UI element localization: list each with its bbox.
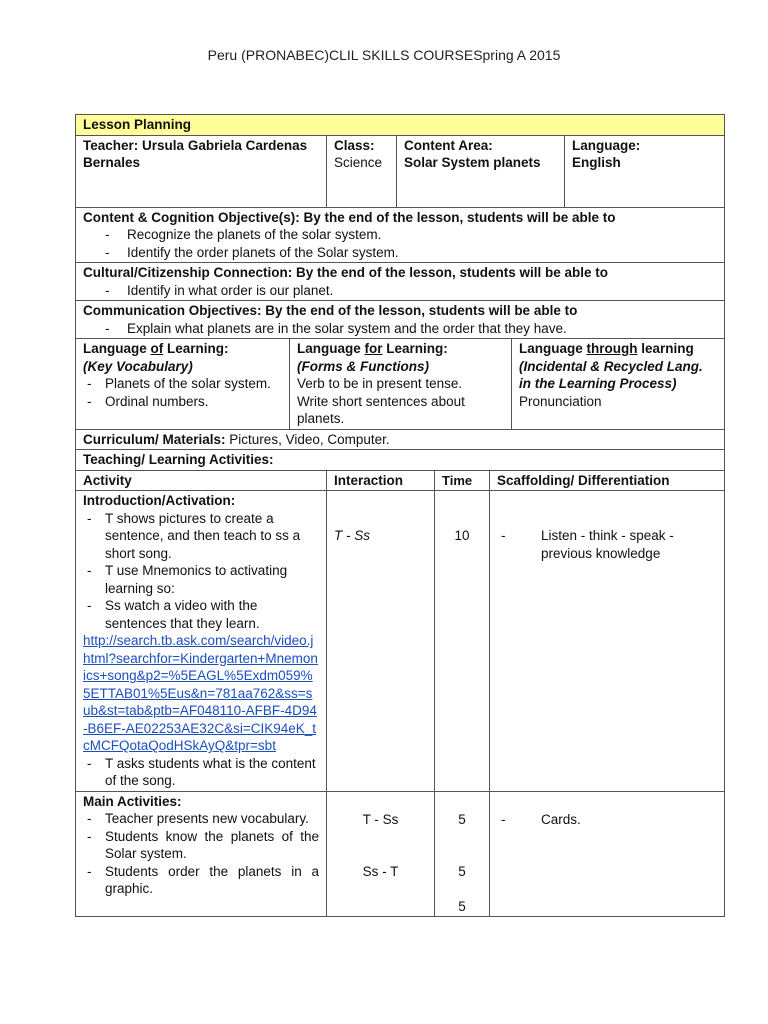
lang-for-pre: Language (297, 341, 365, 356)
lesson-plan-table (75, 114, 725, 917)
communication-title: Communication Objectives: By the end of the lesson, students will be able to (83, 303, 578, 318)
main-interaction-1: T - Ss (362, 811, 399, 827)
lang-of-list (83, 375, 282, 410)
intro-scaffolding-cell (489, 491, 724, 791)
class-value: Science (334, 155, 383, 170)
main-interaction-cell (326, 792, 434, 916)
language-for-cell (289, 339, 511, 429)
main-scaffolding-list (497, 811, 717, 829)
content-objectives-title: Content & Cognition Objective(s): By the end of the lesson, students will be able to (83, 209, 616, 225)
intro-scaffolding-list (497, 527, 717, 562)
list-item: - T use Mnemonics to activating learning so: (83, 562, 319, 597)
language-label: Language: (572, 137, 641, 153)
lang-through-sub: (Incidental & Recycled Lang. in the Learning Process) (519, 358, 703, 391)
lang-of-sub: (Key Vocabulary) (83, 358, 193, 374)
communication-row (75, 301, 725, 339)
cultural-list (83, 282, 717, 300)
lang-of-pre: Language (83, 341, 151, 356)
list-item: - Ss watch a video with the sentences that they learn. (83, 597, 319, 632)
lang-for-text1: Verb to be in present tense. (297, 376, 463, 391)
language-value: English (572, 155, 621, 170)
teaching-title: Teaching/ Learning Activities: (83, 452, 274, 467)
language-through-cell (511, 339, 724, 429)
communication-list (83, 320, 717, 338)
list-item: - Teacher presents new vocabulary. (83, 810, 319, 828)
main-time-2: 5 (458, 864, 466, 879)
video-link[interactable]: http://search.tb.ask.com/search/video.jhtml?searchfor=Kindergarten+Mnemonics+song&p2=%5EAGL%5Exdm059%5ETTAB01%5Eus&n=781aa762&ss=sub&st=tab&ptb=AF048110-AFBF-4D94-B6EF-AE02253AE32C&si=CIK94eK_tcMCFQotaQodHSkAyQ&tpr=sbt (83, 633, 318, 753)
language-of-cell (76, 339, 289, 429)
col-interaction: Interaction (326, 471, 434, 491)
main-time-cell (434, 792, 489, 916)
lang-through-under: through (586, 341, 638, 356)
intro-list-end (83, 755, 319, 790)
lang-through-pre: Language (519, 341, 587, 356)
list-item: - Identify in what order is our planet. (83, 282, 717, 300)
page-header: Peru (PRONABEC)CLIL SKILLS COURSESpring A 2015 (207, 47, 561, 63)
lang-for-under: for (364, 341, 383, 356)
main-activity-cell (76, 792, 326, 916)
class-label: Class: (334, 137, 375, 153)
content-objectives-list (83, 226, 717, 261)
lang-of-post: Learning: (163, 341, 229, 356)
teacher-cell (76, 136, 326, 207)
list-item: - Students know the planets of the Solar system. (83, 828, 319, 863)
main-time-3: 5 (458, 898, 466, 914)
lesson-planning-title: Lesson Planning (83, 117, 192, 132)
lang-of-under: of (150, 341, 164, 356)
intro-title: Introduction/Activation: (83, 493, 236, 508)
main-title: Main Activities: (83, 793, 182, 809)
list-item: - Cards. (497, 811, 717, 829)
language-learning-row (75, 339, 725, 430)
content-area-label: Content Area: (404, 137, 493, 153)
activities-header-row (75, 471, 725, 492)
col-scaffolding: Scaffolding/ Differentiation (489, 471, 724, 491)
class-cell (326, 136, 396, 207)
intro-time: 10 (434, 491, 489, 791)
cultural-title: Cultural/Citizenship Connection: By the end of the lesson, students will be able to (83, 265, 609, 280)
language-cell (564, 136, 724, 207)
content-area-cell (396, 136, 564, 207)
main-interaction-2: Ss - T (362, 864, 399, 879)
list-item: - Identify the order planets of the Solar system. (83, 244, 717, 262)
content-objectives-row (75, 208, 725, 264)
list-item: - Ordinal numbers. (83, 393, 282, 411)
cultural-row (75, 263, 725, 301)
main-time-1: 5 (458, 811, 466, 827)
intro-interaction: T - Ss (326, 491, 434, 791)
teacher-label: Teacher: (83, 137, 139, 153)
lang-through-post: learning (637, 341, 694, 356)
list-item: - Planets of the solar system. (83, 375, 282, 393)
intro-list (83, 510, 319, 633)
col-activity: Activity (83, 472, 132, 488)
intro-activity-cell (76, 491, 326, 791)
main-list (83, 810, 319, 898)
teaching-title-row (75, 450, 725, 471)
list-item: - Students order the planets in a graphic. (83, 863, 319, 898)
curriculum-row (75, 430, 725, 451)
lang-for-text2: Write short sentences about planets. (297, 393, 465, 426)
list-item: - Explain what planets are in the solar system and the order that they have. (83, 320, 717, 338)
main-row (75, 792, 725, 917)
curriculum-label: Curriculum/ Materials: (83, 431, 226, 447)
main-scaffolding-cell (489, 792, 724, 916)
teacher-info-row (75, 136, 725, 208)
list-item: - Listen - think - speak - previous knowledge (497, 527, 717, 562)
lang-for-post: Learning: (382, 341, 448, 356)
lang-through-text: Pronunciation (519, 393, 602, 409)
teacher-name: Ursula Gabriela Cardenas Bernales (83, 137, 308, 170)
col-time: Time (434, 471, 489, 491)
intro-row (75, 491, 725, 792)
curriculum-value: Pictures, Video, Computer. (225, 431, 390, 447)
list-item: - T asks students what is the content of the song. (83, 755, 319, 790)
list-item: - T shows pictures to create a sentence, and then teach to ss a short song. (83, 510, 319, 563)
content-area-value: Solar System planets (404, 155, 541, 170)
lang-for-sub: (Forms & Functions) (297, 358, 429, 374)
lesson-planning-row (75, 114, 725, 136)
list-item: - Recognize the planets of the solar system. (83, 226, 717, 244)
